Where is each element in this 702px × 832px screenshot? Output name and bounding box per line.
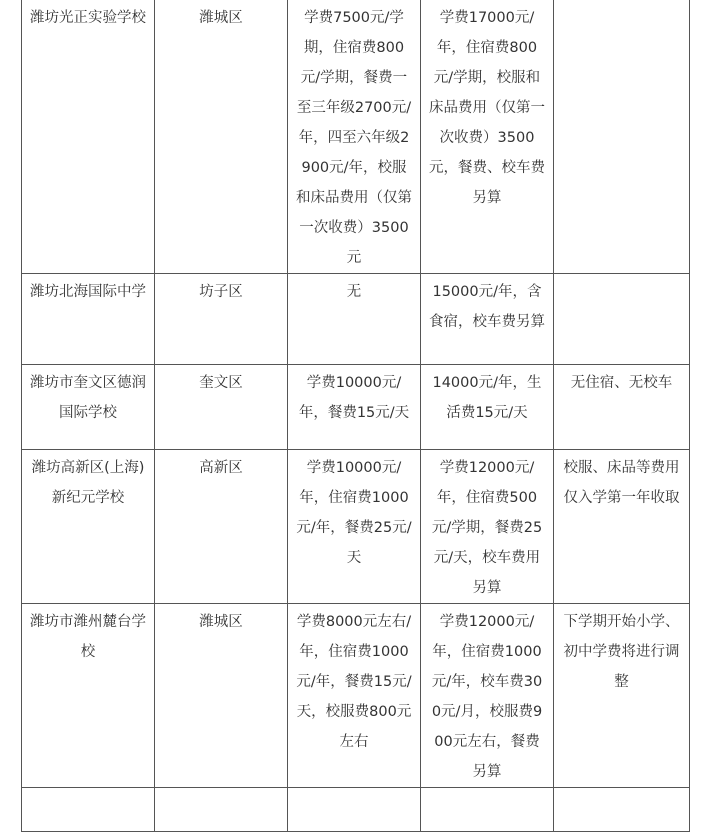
note-cell	[554, 788, 690, 832]
note-cell	[554, 0, 690, 274]
district-cell: 高新区	[155, 450, 288, 604]
school-fee-table	[21, 0, 690, 832]
school-name-cell: 潍坊高新区(上海)新纪元学校	[22, 450, 155, 604]
district-cell: 潍城区	[155, 604, 288, 788]
school-name-cell	[22, 788, 155, 832]
middle-fee-cell: 学费17000元/年，住宿费800元/学期，校服和床品费用（仅第一次收费）3500元，餐费、校车费另算	[421, 0, 554, 274]
middle-fee-cell	[421, 788, 554, 832]
district-cell: 潍城区	[155, 0, 288, 274]
table-row	[22, 0, 690, 274]
primary-fee-cell: 学费8000元左右/年，住宿费1000元/年，餐费15元/天，校服费800元左右	[288, 604, 421, 788]
middle-fee-cell: 15000元/年，含食宿，校车费另算	[421, 274, 554, 365]
middle-fee-cell: 学费12000元/年，住宿费500元/学期，餐费25元/天，校车费用另算	[421, 450, 554, 604]
note-cell: 校服、床品等费用仅入学第一年收取	[554, 450, 690, 604]
primary-fee-cell: 学费10000元/年，餐费15元/天	[288, 365, 421, 450]
table-row	[22, 604, 690, 788]
middle-fee-cell: 14000元/年，生活费15元/天	[421, 365, 554, 450]
note-cell: 下学期开始小学、初中学费将进行调整	[554, 604, 690, 788]
primary-fee-cell: 学费10000元/年，住宿费1000元/年，餐费25元/天	[288, 450, 421, 604]
table-row	[22, 274, 690, 365]
school-name-cell: 潍坊光正实验学校	[22, 0, 155, 274]
school-name-cell: 潍坊市奎文区德润国际学校	[22, 365, 155, 450]
table-row	[22, 450, 690, 604]
school-name-cell: 潍坊北海国际中学	[22, 274, 155, 365]
primary-fee-cell: 无	[288, 274, 421, 365]
primary-fee-cell	[288, 788, 421, 832]
district-cell: 奎文区	[155, 365, 288, 450]
district-cell: 坊子区	[155, 274, 288, 365]
table-row	[22, 788, 690, 832]
note-cell: 无住宿、无校车	[554, 365, 690, 450]
school-name-cell: 潍坊市潍州麓台学校	[22, 604, 155, 788]
table-row	[22, 365, 690, 450]
note-cell	[554, 274, 690, 365]
middle-fee-cell: 学费12000元/年，住宿费1000元/年，校车费300元/月，校服费900元左右，餐费另算	[421, 604, 554, 788]
district-cell	[155, 788, 288, 832]
primary-fee-cell: 学费7500元/学期，住宿费800元/学期，餐费一至三年级2700元/年，四至六年级2900元/年，校服和床品费用（仅第一次收费）3500元	[288, 0, 421, 274]
